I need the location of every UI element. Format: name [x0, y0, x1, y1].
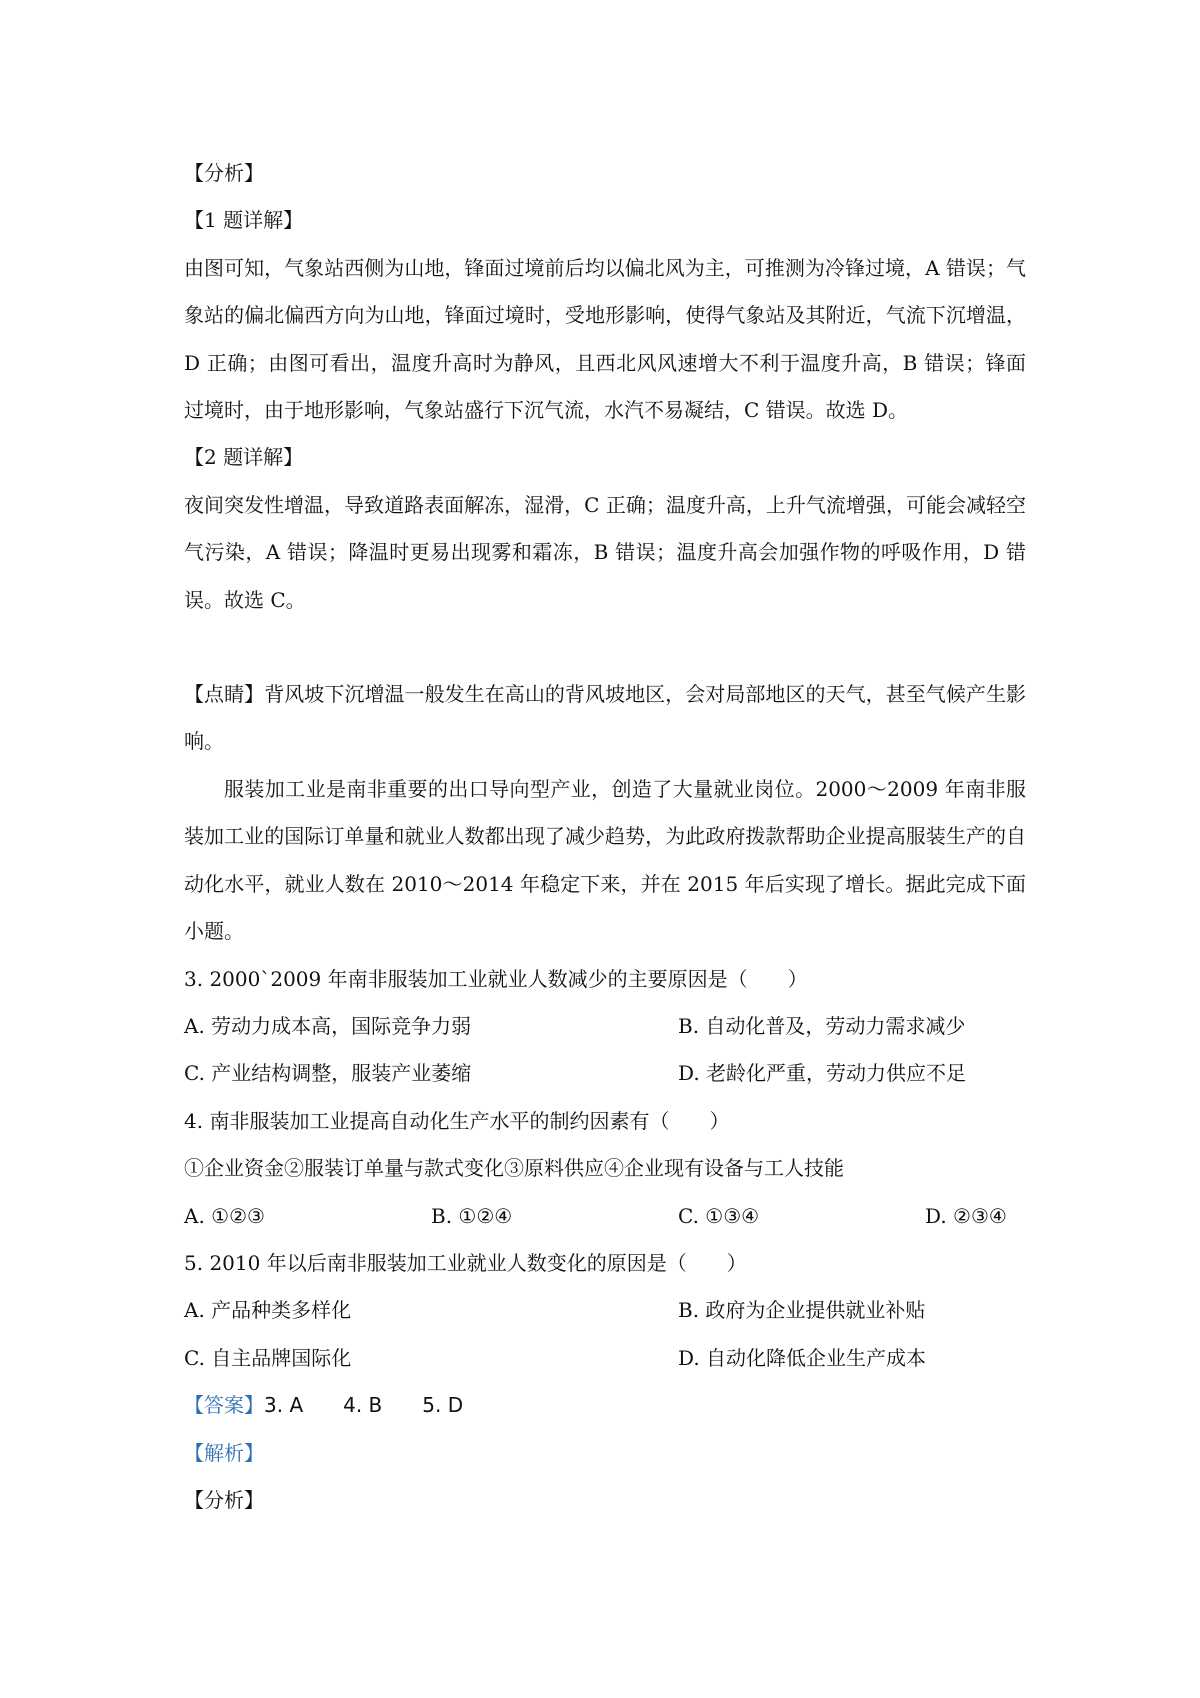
- question-5-option-c: C. 自主品牌国际化: [184, 1345, 352, 1370]
- analysis-heading: 【分析】: [184, 161, 264, 185]
- q1-detail-text: 由图可知，气象站西侧为山地，锋面过境前后均以偏北风为主，可推测为冷锋过境，A 错误；气象站的偏北偏西方向为山地，锋面过境时，受地形影响，使得气象站及其附近，气流下沉增温，D 正确；由图可看出，温度升高时为静风，且西北风风速增大不利于温度升高，B 错误；锋面过境时，由于地形影响，气象站盛行下沉气流，水汽不易凝结，C 错误。故选 D。: [184, 255, 1026, 423]
- question-4-option-d: D. ②③④: [925, 1203, 1007, 1228]
- question-4-items: ①企业资金②服装订单量与款式变化③原料供应④企业现有设备与工人技能: [184, 1156, 844, 1181]
- question-3-stem: 3. 2000`2009 年南非服装加工业就业人数减少的主要原因是（ ）: [184, 966, 808, 991]
- answer-line: [184, 1382, 1026, 1429]
- question-3-option-c: C. 产业结构调整，服装产业萎缩: [184, 1061, 472, 1086]
- question-3-options-row-2: [184, 1050, 1026, 1097]
- q2-detail-text: 夜间突发性增温，导致道路表面解冻，湿滑，C 正确；温度升高，上升气流增强，可能会减轻空气污染，A 错误；降温时更易出现雾和霜冻，B 错误；温度升高会加强作物的呼吸作用，D 错误。故选 C。: [184, 492, 1026, 612]
- question-5-options-row-2: [184, 1335, 1026, 1382]
- tip-text: 【点睛】背风坡下沉增温一般发生在高山的背风坡地区，会对局部地区的天气，甚至气候产生影响。: [184, 682, 1026, 754]
- q1-detail-heading: 【1 题详解】: [184, 208, 304, 233]
- question-3-option-a: A. 劳动力成本高，国际竞争力弱: [184, 1013, 472, 1038]
- question-4-option-b: B. ①②④: [431, 1203, 513, 1228]
- analysis-heading-2: 【分析】: [184, 1487, 264, 1512]
- answer-label: 【答案】: [184, 1393, 264, 1418]
- question-5-options-row-1: [184, 1287, 1026, 1334]
- explanation-label: 【解析】: [184, 1440, 264, 1465]
- question-4-option-c: C. ①③④: [678, 1203, 760, 1228]
- question-3-option-d: D. 老龄化严重，劳动力供应不足: [678, 1061, 967, 1086]
- question-3-options-row-1: [184, 1003, 1026, 1050]
- spacer: [184, 624, 1026, 671]
- document-page: [184, 150, 1026, 1524]
- question-5-option-a: A. 产品种类多样化: [184, 1298, 352, 1323]
- answer-values: 3. A 4. B 5. D: [264, 1393, 464, 1418]
- q2-detail-heading: 【2 题详解】: [184, 445, 304, 470]
- question-3-option-b: B. 自动化普及，劳动力需求减少: [678, 1013, 966, 1038]
- question-4-option-a: A. ①②③: [184, 1203, 265, 1228]
- question-5-option-b: B. 政府为企业提供就业补贴: [678, 1298, 926, 1323]
- question-4-stem: 4. 南非服装加工业提高自动化生产水平的制约因素有（ ）: [184, 1108, 730, 1133]
- question-5-stem: 5. 2010 年以后南非服装加工业就业人数变化的原因是（ ）: [184, 1250, 747, 1275]
- question-4-options-row: [184, 1193, 1026, 1240]
- question-5-option-d: D. 自动化降低企业生产成本: [678, 1345, 927, 1370]
- reading-passage: 服装加工业是南非重要的出口导向型产业，创造了大量就业岗位。2000～2009 年南非服装加工业的国际订单量和就业人数都出现了减少趋势，为此政府拨款帮助企业提高服装生产的自动化水平，就业人数在 2010～2014 年稳定下来，并在 2015 年后实现了增长。据此完成下面小题。: [184, 776, 1026, 944]
